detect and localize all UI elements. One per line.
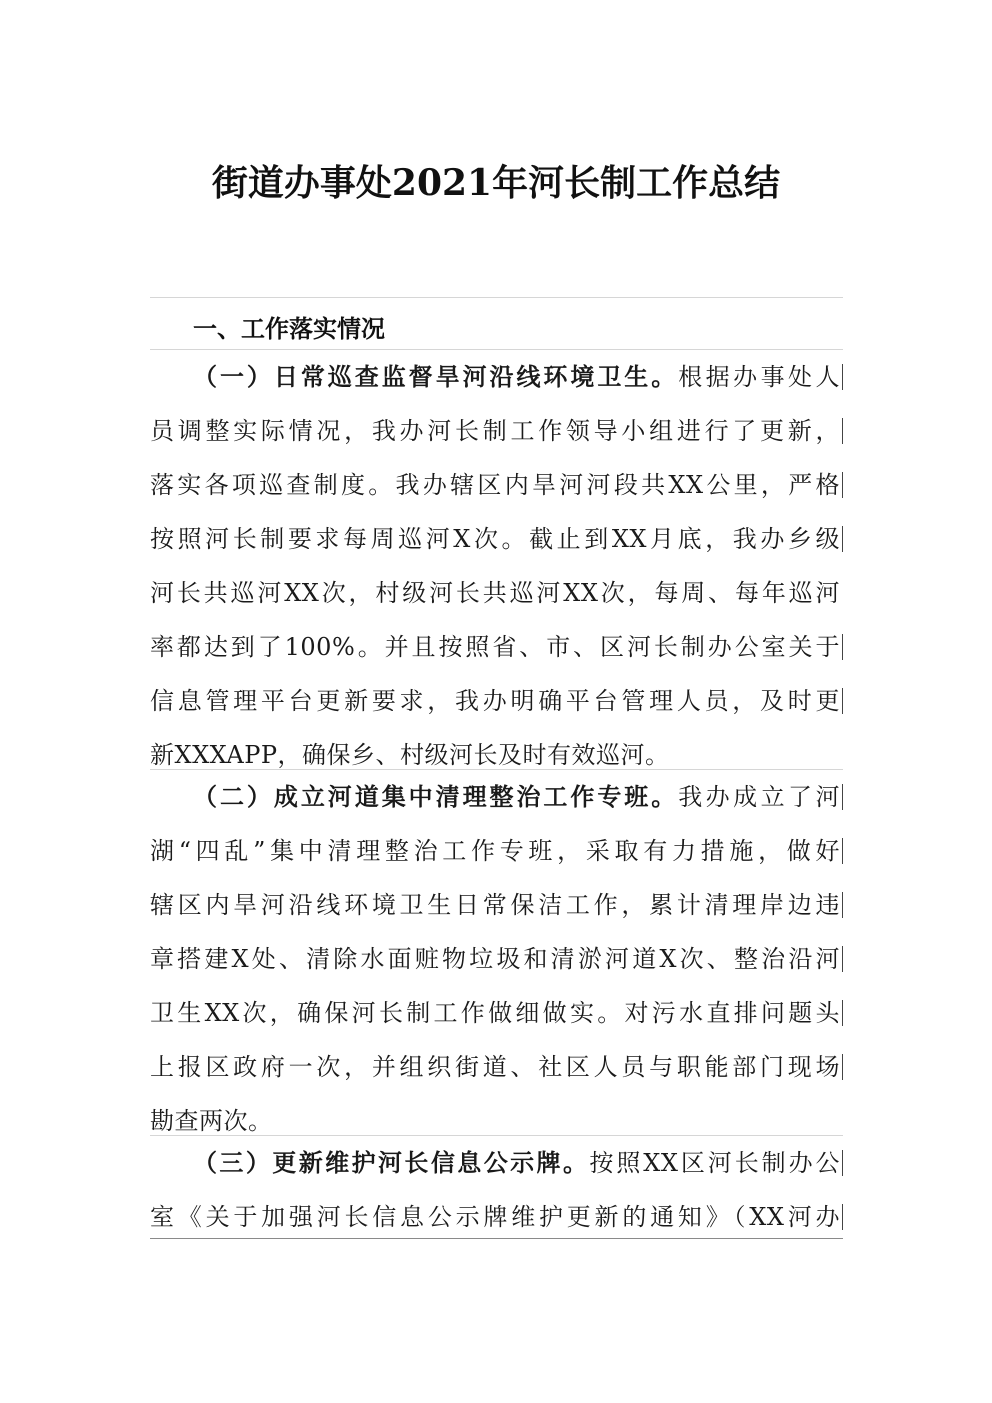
section-heading: 一、工作落实情况 — [193, 315, 385, 343]
divider — [150, 769, 843, 770]
paragraph-line: 卫生XX次，确保河长制工作做细做实。对污水直排问题头 — [150, 999, 840, 1027]
paragraph-line: 湖“四乱”集中清理整治工作专班，采取有力措施，做好 — [150, 837, 840, 865]
margin-bar — [842, 838, 843, 864]
margin-bar — [842, 784, 843, 810]
document-title: 街道办事处2021年河长制工作总结 — [211, 162, 781, 204]
paragraph-lead: （三）更新维护河长信息公示牌。 — [193, 1149, 590, 1177]
margin-bar — [842, 526, 843, 552]
paragraph-lead: （二）成立河道集中清理整治工作专班。 — [193, 783, 679, 811]
margin-bar — [842, 1054, 843, 1080]
margin-bar — [842, 1150, 843, 1176]
margin-bar — [842, 418, 843, 444]
paragraph-line: 章搭建X处、清除水面赃物垃圾和清淤河道X次、整治沿河 — [150, 945, 840, 973]
divider — [150, 349, 843, 350]
paragraph-line: 落实各项巡查制度。我办辖区内旱河河段共XX公里，严格 — [150, 471, 840, 499]
margin-bar — [842, 364, 843, 390]
paragraph-line: 辖区内旱河沿线环境卫生日常保洁工作，累计清理岸边违 — [150, 891, 840, 919]
divider — [150, 1135, 843, 1136]
margin-bar — [842, 688, 843, 714]
paragraph-line: 室《关于加强河长信息公示牌维护更新的通知》（XX河办 — [150, 1203, 840, 1231]
paragraph-line: 上报区政府一次，并组织街道、社区人员与职能部门现场 — [150, 1053, 840, 1081]
margin-bar — [842, 946, 843, 972]
paragraph-line: 率都达到了100%。并且按照省、市、区河长制办公室关于 — [150, 633, 840, 661]
paragraph-line: 员调整实际情况，我办河长制工作领导小组进行了更新， — [150, 417, 840, 445]
paragraph-line: 勘查两次。 — [150, 1107, 273, 1135]
paragraph-line: （二）成立河道集中清理整治工作专班。我办成立了河 — [193, 783, 841, 811]
margin-bar — [842, 892, 843, 918]
margin-bar — [842, 1000, 843, 1026]
paragraph-line: （一）日常巡查监督旱河沿线环境卫生。根据办事处人 — [193, 363, 841, 391]
paragraph-lead: （一）日常巡查监督旱河沿线环境卫生。 — [193, 363, 679, 391]
paragraph-line: （三）更新维护河长信息公示牌。按照XX区河长制办公 — [193, 1149, 841, 1177]
margin-bar — [842, 472, 843, 498]
divider — [150, 1238, 843, 1239]
margin-bar — [842, 1204, 843, 1230]
paragraph-line: 新XXXAPP，确保乡、村级河长及时有效巡河。 — [150, 741, 670, 769]
paragraph-line: 按照河长制要求每周巡河X次。截止到XX月底，我办乡级 — [150, 525, 840, 553]
margin-bar — [842, 634, 843, 660]
paragraph-line: 河长共巡河XX次，村级河长共巡河XX次，每周、每年巡河 — [150, 579, 840, 607]
paragraph-line: 信息管理平台更新要求，我办明确平台管理人员，及时更 — [150, 687, 840, 715]
divider — [150, 297, 843, 298]
